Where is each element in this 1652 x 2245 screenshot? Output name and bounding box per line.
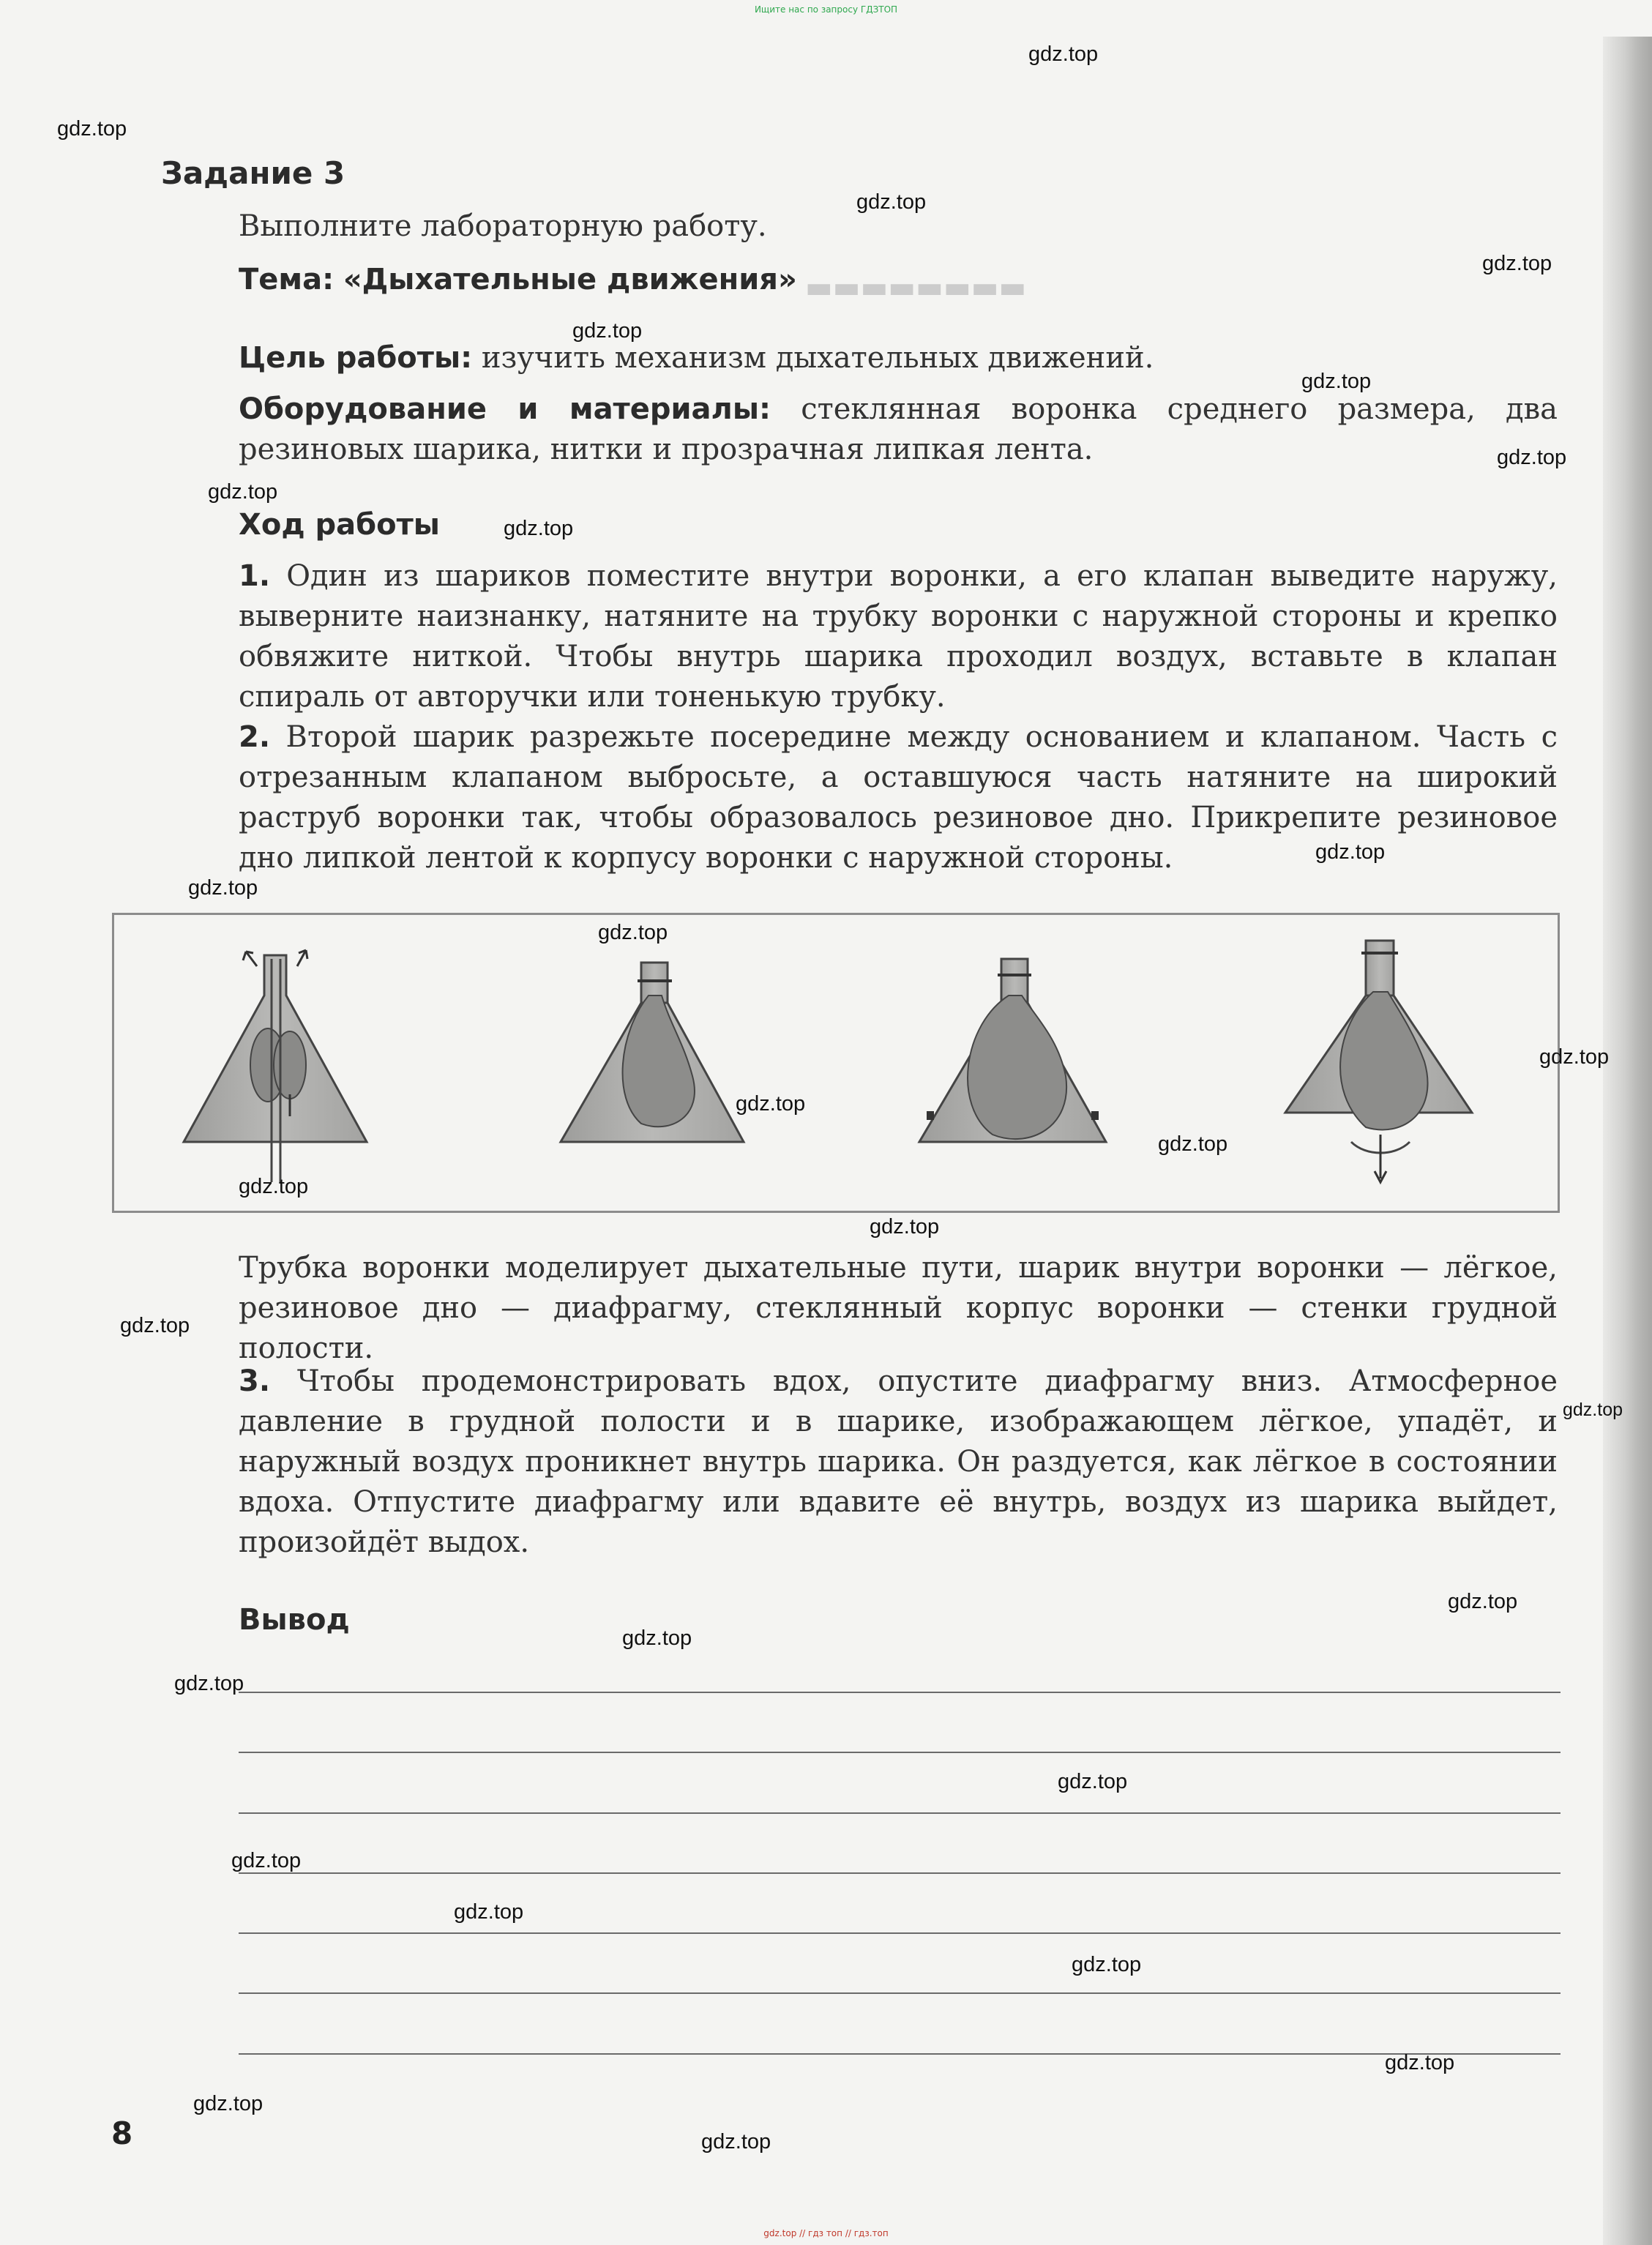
answer-line[interactable]: [239, 1992, 1561, 1994]
watermark: gdz.top: [188, 876, 258, 900]
watermark: gdz.top: [1539, 1045, 1610, 1069]
watermark: gdz.top: [174, 1672, 244, 1695]
funnel-balloon-icon: [561, 963, 744, 1142]
answer-line[interactable]: [239, 1932, 1561, 1934]
watermark: gdz.top: [239, 1175, 309, 1198]
watermark: gdz.top: [57, 117, 127, 141]
watermark: gdz.top: [1058, 1770, 1128, 1793]
equipment-value: стеклянная воронка среднего размера, два резиновых шарика, нитки и прозрачная липкая лента.: [239, 392, 1558, 466]
watermark: gdz.top: [1563, 1400, 1623, 1420]
step-3-text: Чтобы продемонстрировать вдох, опустите диафрагму вниз. Атмосферное давление в грудной полости и в шарике, изображающем лёгкое, упадёт, и наружный воздух проникнет внутрь шарика. Он раздуется, как лёгкое в состоянии вдоха. Отпустите диафрагму или вдавите её внутрь, воздух из шарика выйдет, произойдёт выдох.: [239, 1364, 1558, 1559]
step-2-text: Второй шарик разрежьте посередине между основанием и клапаном. Часть с отрезанным клапаном выбросьте, а оставшуюся часть натяните на широкий раструб воронки так, чтобы образовалось резиновое дно. Прикрепите резиновое дно липкой лентой к корпусу воронки с наружной стороны.: [239, 720, 1558, 875]
watermark: gdz.top: [1158, 1132, 1228, 1156]
procedure-heading: Ход работы: [239, 508, 440, 542]
step-1-number: 1.: [239, 559, 271, 593]
bottom-banner[interactable]: gdz.top // гдз топ // гдз.топ: [763, 2228, 889, 2238]
watermark: gdz.top: [231, 1849, 302, 1872]
model-explanation: Трубка воронки моделирует дыхательные пути, шарик внутри воронки — лёгкое, резиновое дно — диафрагму, стеклянный корпус воронки — стенки грудной полости.: [239, 1251, 1558, 1365]
answer-line[interactable]: [239, 1752, 1561, 1753]
topic-line: [239, 260, 1558, 300]
watermark: gdz.top: [1385, 2051, 1455, 2074]
watermark: gdz.top: [598, 921, 668, 944]
equipment-label: Оборудование и материалы:: [239, 392, 771, 426]
answer-line[interactable]: [239, 1812, 1561, 1814]
step-2-number: 2.: [239, 720, 271, 754]
funnel-inhale-icon: [919, 959, 1106, 1142]
page-edge-shadow: [1603, 37, 1652, 2245]
watermark: gdz.top: [856, 190, 927, 214]
watermark: gdz.top: [454, 1900, 524, 1924]
watermark: gdz.top: [1482, 252, 1552, 275]
funnel-illustrations: [114, 915, 1558, 1211]
step-3: [239, 1361, 1558, 1563]
topic-label: Тема:: [239, 263, 334, 296]
bleed-through-decoration: ▬▬▬▬▬▬▬▬: [805, 271, 1027, 305]
step-1: [239, 556, 1558, 717]
funnel-exhale-icon: [1285, 941, 1472, 1182]
watermark: gdz.top: [120, 1314, 190, 1337]
conclusion-heading: Вывод: [239, 1603, 350, 1637]
watermark: gdz.top: [736, 1092, 806, 1116]
watermark: gdz.top: [870, 1215, 940, 1239]
watermark: gdz.top: [1315, 840, 1386, 864]
watermark: gdz.top: [701, 2130, 771, 2154]
answer-line[interactable]: [239, 2053, 1561, 2055]
watermark: gdz.top: [193, 2092, 264, 2115]
top-banner[interactable]: Ищите нас по запросу ГДЗТОП: [754, 4, 898, 15]
page-number: 8: [111, 2115, 133, 2151]
task-heading: Задание 3: [161, 155, 345, 191]
goal-value: изучить механизм дыхательных движений.: [481, 341, 1154, 375]
topic-value: «Дыхательные движения»: [343, 263, 797, 296]
step-1-text: Один из шариков поместите внутри воронки, а его клапан выведите наружу, выверните наизнанку, натяните на трубку воронки с наружной стороны и крепко обвяжите ниткой. Чтобы внутрь шарика проходил воздух, вставьте в клапан спираль от авторучки или тоненькую трубку.: [239, 559, 1558, 714]
instruction: Выполните лабораторную работу.: [239, 209, 767, 243]
watermark: gdz.top: [1497, 446, 1567, 469]
goal-label: Цель работы:: [239, 341, 473, 375]
watermark: gdz.top: [504, 517, 574, 540]
answer-line[interactable]: [239, 1692, 1561, 1693]
watermark: gdz.top: [1448, 1590, 1518, 1613]
watermark: gdz.top: [1301, 370, 1372, 393]
equipment-paragraph: [239, 389, 1558, 470]
watermark: gdz.top: [208, 480, 278, 504]
answer-line[interactable]: [239, 1872, 1561, 1874]
watermark: gdz.top: [1072, 1953, 1142, 1976]
watermark: gdz.top: [1028, 42, 1099, 66]
funnel-model-figure: [112, 913, 1560, 1213]
funnel-setup-icon: [184, 950, 367, 1182]
watermark: gdz.top: [572, 319, 643, 343]
watermark: gdz.top: [622, 1626, 692, 1650]
step-3-number: 3.: [239, 1364, 271, 1398]
